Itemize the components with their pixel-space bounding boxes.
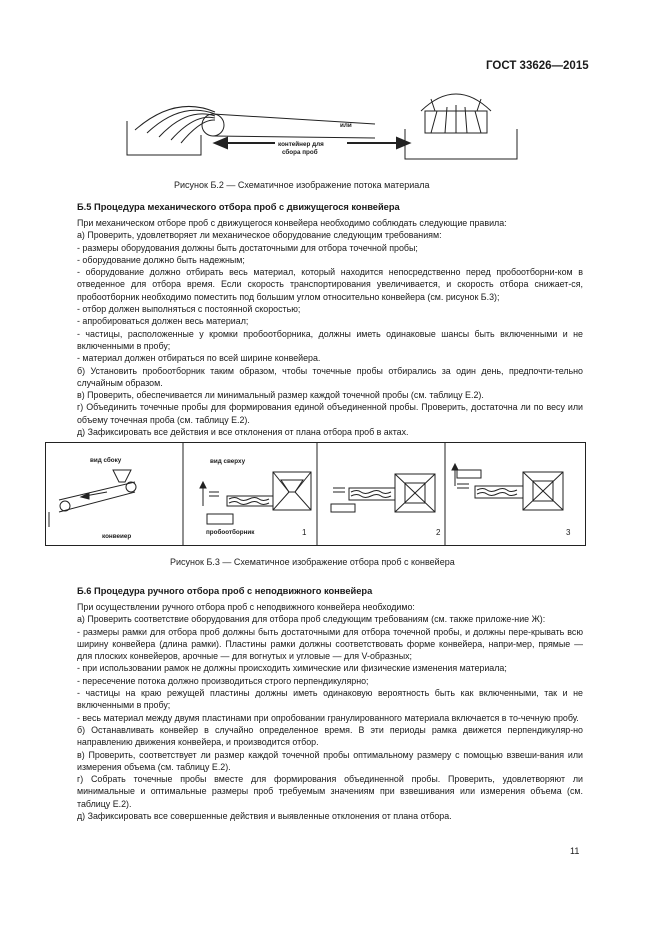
label-side-view: вид сбоку (90, 457, 122, 464)
top-view-panel-3 (452, 464, 563, 510)
paragraph: При осуществлении ручного отбора проб с неподвижного конвейера необходимо: (77, 602, 415, 612)
panel-number: 1 (302, 528, 307, 537)
paragraph: д) Зафиксировать все совершенные действия и выявленные отклонения от плана отбора. (77, 811, 452, 822)
paragraph: - весь материал между двумя пластинами при опробовании гранулированного материала включается в то-чечную пробу. (77, 712, 579, 723)
paragraph: - частицы, расположенные у кромки пробоотборника, должны иметь одинаковые шансы быть включенными и не включенными в пробу; (77, 328, 583, 351)
figure-b3-drawing (45, 442, 586, 546)
paragraph: - частицы на краю режущей пластины должны иметь одинаковую вероятность быть как включенными, так и не включенными в пробу; (77, 688, 583, 711)
paragraph: - размеры оборудования должны быть достаточными для отбора точечной пробы; (77, 242, 418, 253)
label-sampler: пробоотборник (206, 529, 255, 536)
paragraph: б) Останавливать конвейер в случайно определенное время. В эти периоды рамка движется перпендикуляр-но направлению движения конвейера, и производится отбор. (77, 724, 583, 748)
standard-number: ГОСТ 33626—2015 (486, 60, 589, 72)
paragraph: - материал должен отбираться по всей ширине конвейера. (77, 353, 321, 364)
paragraph: д) Зафиксировать все действия и все отклонения от плана отбора проб в актах. (77, 427, 409, 438)
paragraph: в) Проверить, соответствует ли размер каждой точечной пробы оптимальному размеру с помощью взвеши-вания или измерения объема (см. таблицу Е.2). (77, 749, 583, 772)
top-view-panel-2 (331, 474, 435, 512)
label-container-1: контейнер для (278, 141, 324, 148)
paragraph: - размеры рамки для отбора проб должны быть достаточными для отбора точечной пробы, и должны пере-крывать всю ширину конвейера (длина рамки). Пластины рамки должны соответствовать форме конвейера, напри-мер, прямые — для плоских конвейеров, арочные — для вогнутых и угловые — для V-образных; (77, 626, 583, 662)
paragraph: - оборудование должно быть надежным; (77, 254, 245, 265)
paragraph: - при использовании рамок не должны происходить химические или физические изменения материала; (77, 663, 507, 674)
figure-b3-caption: Рисунок Б.3 — Схематичное изображение отбора проб с конвейера (170, 557, 455, 567)
figure-b2-caption: Рисунок Б.2 — Схематичное изображение потока материала (174, 180, 430, 190)
paragraph: в) Проверить, обеспечивается ли минимальный размер каждой точечной пробы (см. таблицу Е.2). (77, 390, 484, 401)
label-conveyor: конвеиер (102, 533, 132, 540)
left-container-diagram (127, 106, 375, 155)
paragraph: - оборудование должно отбирать весь материал, который находится непосредственно перед пробоотборни-ком в отведенное для отбора время. Если скорость транспортирования увеличивается, и скорость отбора снижает-ся, пробоотборник необходимо поместить под большим углом относительно конвейера (см. рисунок Б.3); (77, 267, 583, 302)
label-top-view: вид сверху (210, 458, 246, 465)
section-b6-title: Б.6 Процедура ручного отбора проб с неподвижного конвейера (77, 586, 373, 596)
paragraph: - апробироваться должен весь материал; (77, 316, 249, 327)
paragraph: а) Проверить, удовлетворяет ли механическое оборудование следующим требованиям: (77, 230, 442, 241)
page-number: 11 (570, 846, 580, 856)
section-b6-body (77, 601, 583, 822)
label-or: или (340, 122, 352, 129)
paragraph: г) Собрать точечные пробы вместе для формирования объединенной пробы. Проверить, удовлетворяют ли минимальные и оптимальные размеры проб требуемым значениям при взвешивания или измерения объема (см. таблицу Е.2). (77, 774, 583, 809)
paragraph: а) Проверить соответствие оборудования для отбора проб следующим требованиям (см. также приложе-ние Ж): (77, 614, 546, 625)
figure-b2-drawing (115, 85, 535, 165)
paragraph: б) Установить пробоотборник таким образом, чтобы точечные пробы отбирались за один день, предпочти-тельно случайным образом. (77, 365, 583, 388)
paragraph: - отбор должен выполняться с постоянной скоростью; (77, 304, 301, 315)
panel-number: 2 (436, 528, 441, 537)
section-b5-title: Б.5 Процедура механического отбора проб с движущегося конвейера (77, 202, 400, 212)
paragraph: - пересечение потока должно производиться строго перпендикулярно; (77, 675, 369, 686)
panel-number: 3 (566, 528, 571, 537)
paragraph: г) Объединить точечные пробы для формирования единой объединенной пробы. Проверить, достаточна ли по весу или объему точечная проба (см. таблицу Е.2). (77, 402, 583, 425)
label-container-2: сбора проб (282, 149, 318, 156)
side-view-diagram (49, 470, 136, 527)
right-container-diagram (405, 94, 517, 159)
section-b5-body (77, 217, 583, 438)
paragraph: При механическом отборе проб с движущегося конвейера необходимо соблюдать следующие правила: (77, 218, 507, 228)
top-view-panel-1 (200, 472, 311, 524)
